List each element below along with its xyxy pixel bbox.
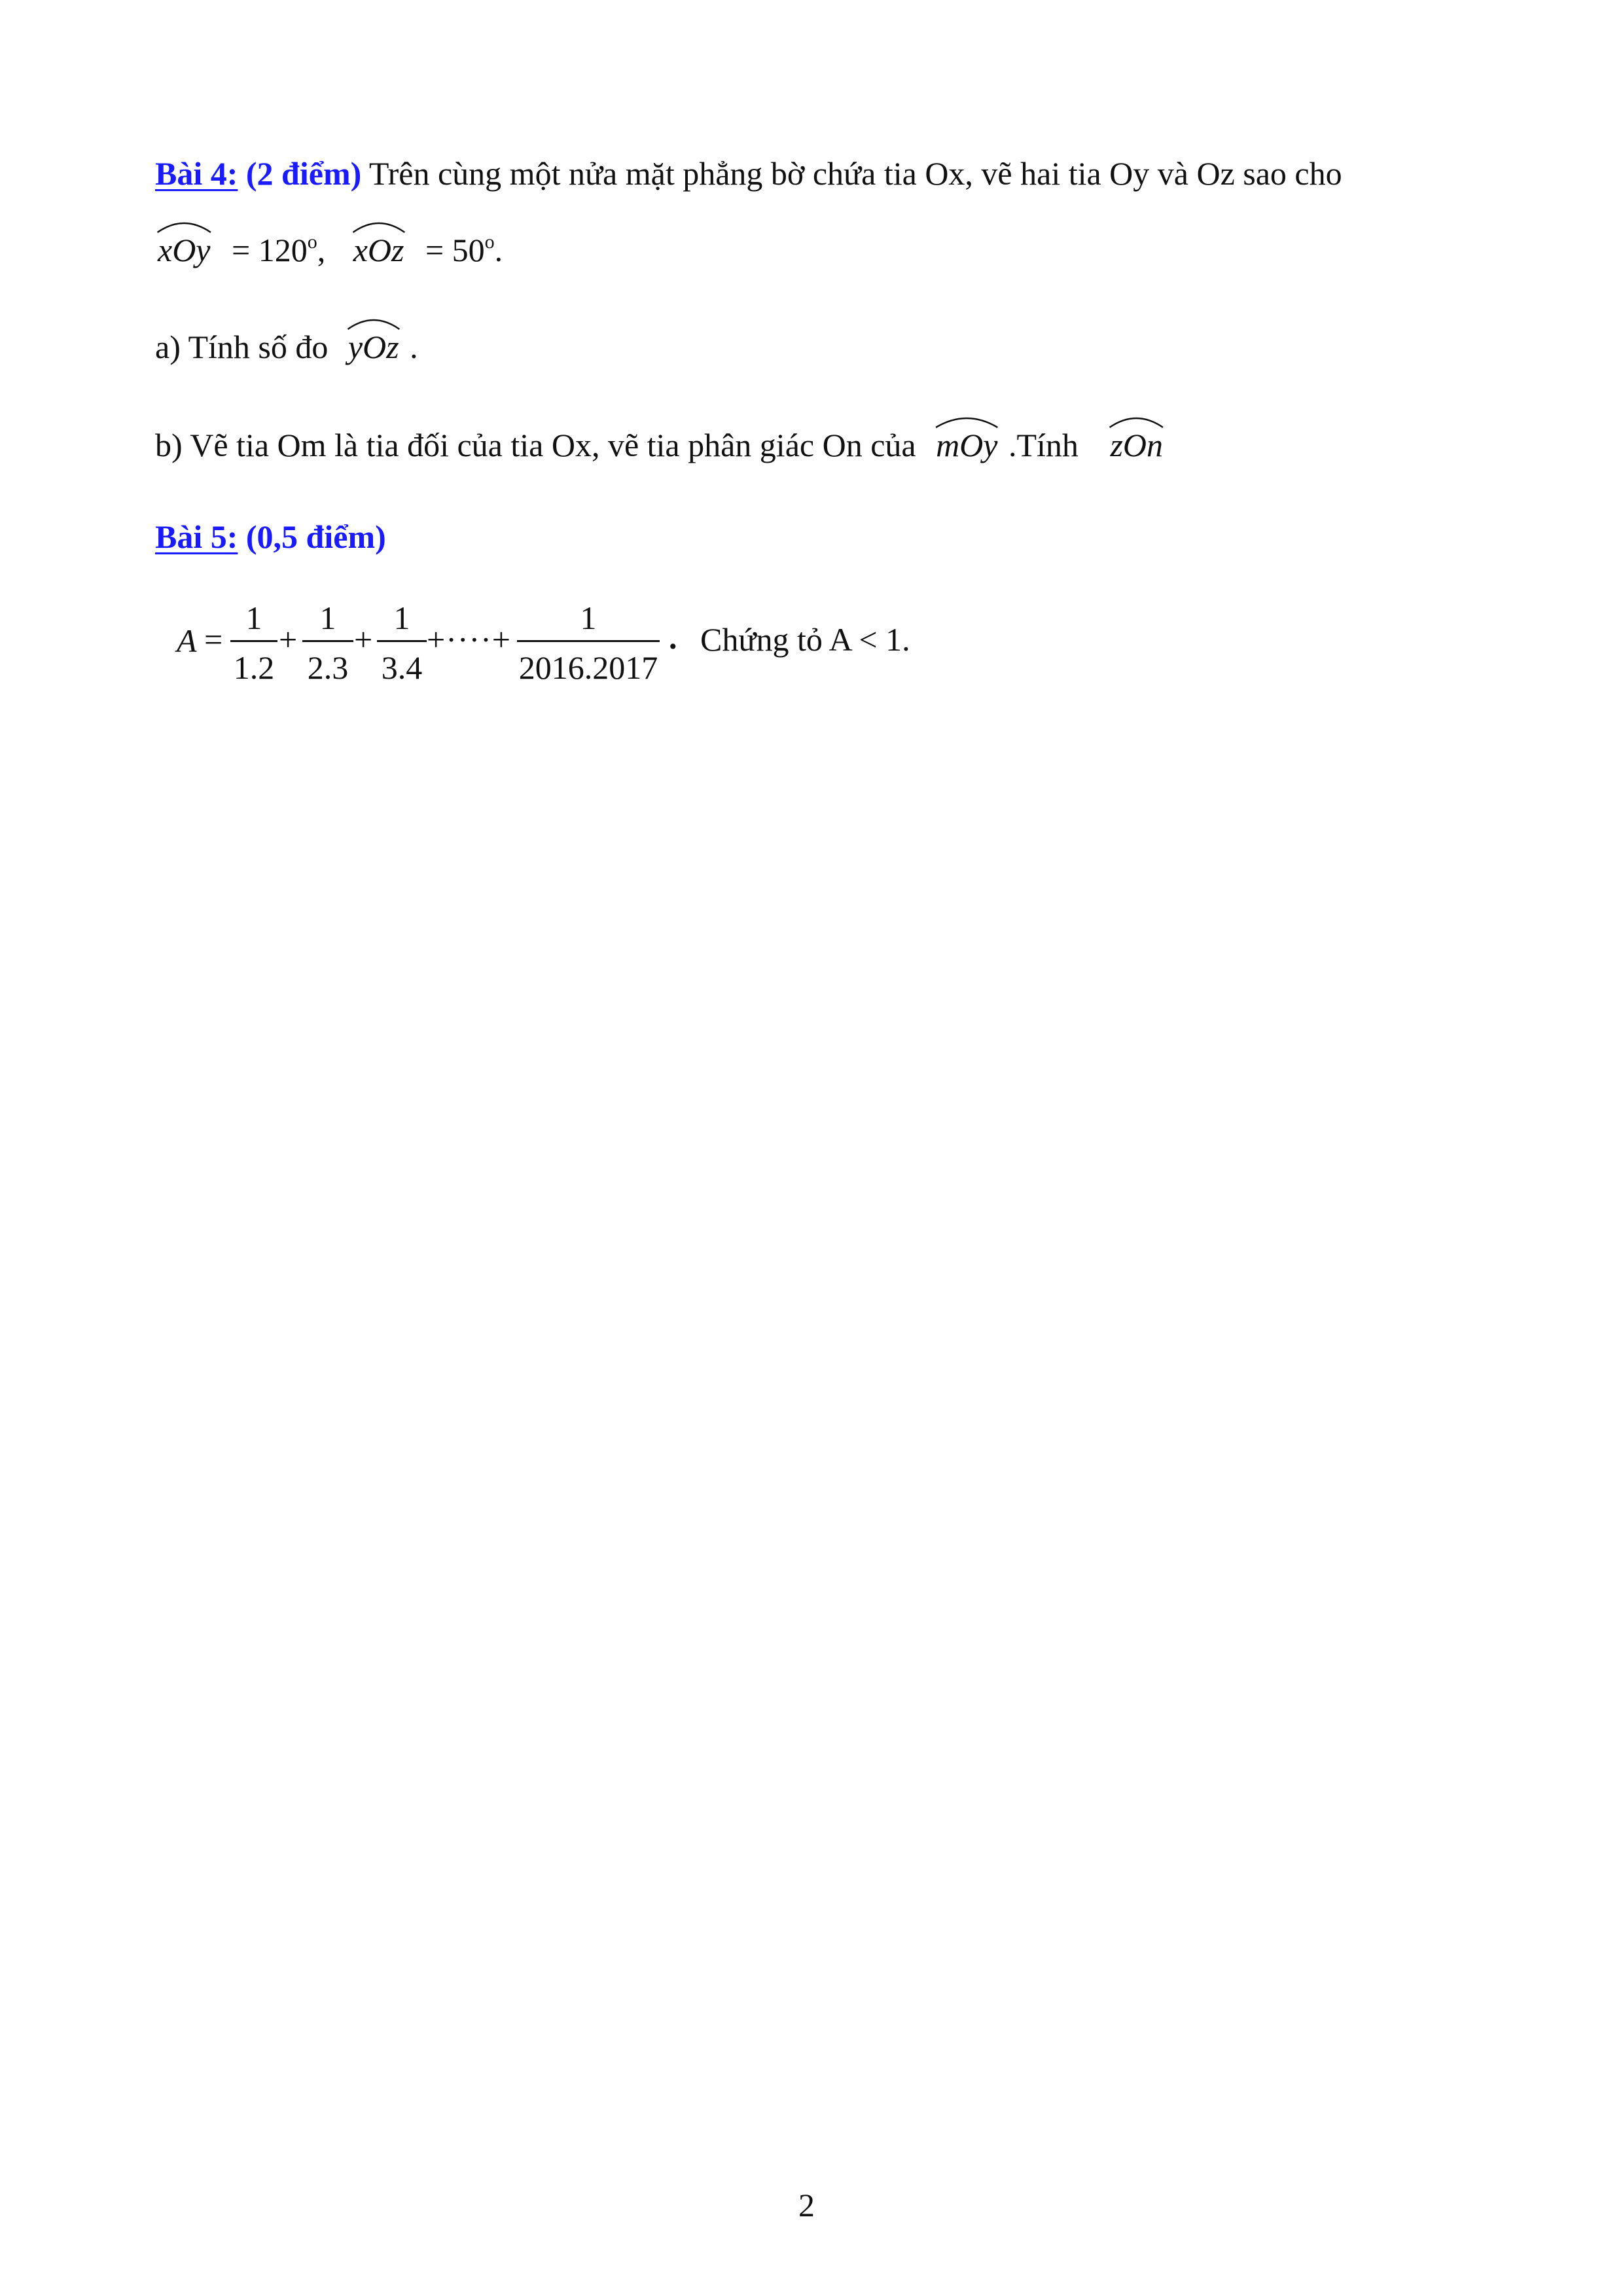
bai5-points: (0,5 điểm) <box>245 518 386 555</box>
part-b-text: b) Vẽ tia Om là tia đối của tia Ox, vẽ tia phân giác On của <box>155 427 916 463</box>
angle-xOz: xOz <box>351 234 407 266</box>
fraction-3: 1 3.4 <box>377 599 427 684</box>
part-a-end: . <box>410 329 418 365</box>
formula-plus-1: + <box>279 621 298 658</box>
bai4-heading-line <box>155 157 1342 190</box>
part-a-text: a) Tính số đo <box>155 329 329 365</box>
fraction-1: 1 1.2 <box>230 599 277 684</box>
part-b-mid: .Tính <box>1008 427 1079 463</box>
fraction-4: 1 2016.2017 <box>517 599 660 684</box>
bai4-angle-values <box>155 232 503 266</box>
bai4-intro: Trên cùng một nửa mặt phẳng bờ chứa tia Ox, vẽ hai tia Oy và Oz sao cho <box>368 155 1342 192</box>
bai4-points: (2 điểm) <box>245 155 362 192</box>
formula-plus-2: + <box>354 621 373 658</box>
value-120: = $120^o$, <box>232 231 326 268</box>
formula-period: . <box>669 619 677 656</box>
formula-ellipsis: +····+ <box>427 621 511 658</box>
bai4-part-b <box>155 429 1166 461</box>
bai5-title: Bài 5: <box>155 518 238 555</box>
angle-xOy: xOy <box>155 234 213 266</box>
bai5-heading-line <box>155 520 386 553</box>
angle-yOz: yOz <box>346 331 402 363</box>
angle-mOy: mOy <box>933 429 1000 461</box>
formula-eq: = <box>204 621 223 658</box>
bai5-conclusion: Chứng tỏ A < 1. <box>700 621 910 658</box>
fraction-2: 1 2.3 <box>302 599 353 684</box>
bai4-title: Bài 4: <box>155 155 238 192</box>
value-50: = $50^o$. <box>425 231 503 268</box>
bai4-part-a <box>155 331 418 363</box>
page-number: 2 <box>798 2187 815 2223</box>
angle-zOn: zOn <box>1107 429 1166 461</box>
formula-lhs: A <box>177 622 197 659</box>
